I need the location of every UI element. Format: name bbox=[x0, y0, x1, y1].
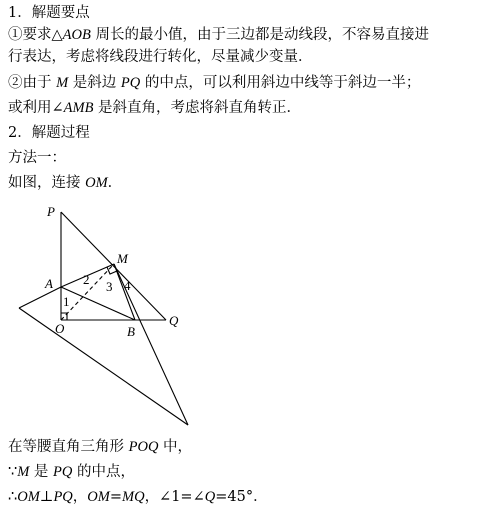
point-2-line-2 bbox=[8, 99, 301, 117]
conclusion-line-2 bbox=[8, 463, 135, 481]
text-span: ②由于 bbox=[8, 75, 57, 91]
because-symbol: ∵ bbox=[8, 464, 18, 480]
math-var: PQ bbox=[120, 75, 141, 91]
geometry-figure bbox=[0, 196, 220, 436]
text-span: 行表达，考虑将线段进行转化，尽量减少变量． bbox=[8, 49, 313, 65]
heading-text: 2．解题过程 bbox=[8, 125, 90, 141]
math-var: PQ bbox=[53, 489, 73, 505]
section-heading-key-points bbox=[8, 4, 90, 22]
math-var: POQ bbox=[128, 439, 159, 455]
text-span: 的中点， bbox=[72, 464, 135, 480]
label-Q: Q bbox=[169, 313, 179, 328]
math-var: PQ bbox=[53, 464, 73, 480]
text-span: 在等腰直角三角形 bbox=[8, 439, 129, 455]
text-span: 中， bbox=[158, 439, 193, 455]
label-P: P bbox=[47, 204, 55, 219]
angle-label-3: 3 bbox=[106, 279, 113, 294]
text-span: 是 bbox=[29, 464, 54, 480]
label-M: M bbox=[117, 251, 128, 266]
point-1-line-2 bbox=[8, 48, 313, 66]
math-var: M bbox=[56, 75, 69, 91]
conclusion-line-3 bbox=[8, 488, 268, 506]
math-var: OM bbox=[87, 489, 110, 505]
text-span: 是斜边 bbox=[68, 75, 121, 91]
text-span: 或利用∠ bbox=[8, 100, 64, 116]
text-span: =45°． bbox=[215, 489, 268, 505]
method-title bbox=[8, 149, 66, 167]
text-span: 方法一： bbox=[8, 150, 66, 166]
text-span: 的中点，可以利用斜边中线等于斜边一半； bbox=[140, 75, 421, 91]
point-1-line-1 bbox=[8, 26, 429, 44]
heading-text: 1．解题要点 bbox=[8, 5, 90, 21]
angle-label-1: 1 bbox=[63, 294, 70, 309]
text-span: = bbox=[109, 489, 122, 505]
label-A: A bbox=[45, 276, 53, 291]
math-var: AOB bbox=[62, 27, 91, 43]
label-O: O bbox=[55, 321, 65, 336]
math-var: M bbox=[17, 464, 30, 480]
text-span: 如图，连接 bbox=[8, 175, 86, 191]
segment-lower-left bbox=[19, 308, 188, 425]
connect-line bbox=[8, 174, 122, 192]
label-B: B bbox=[127, 324, 135, 339]
text-span: 周长的最小值，由于三边都是动线段，不容易直接进 bbox=[90, 27, 429, 43]
angle-label-4: 4 bbox=[124, 278, 131, 293]
segment-left-extension bbox=[19, 287, 61, 308]
text-span: ①要求△ bbox=[8, 27, 63, 43]
math-var: AMB bbox=[63, 100, 94, 116]
math-var: OM bbox=[85, 175, 108, 191]
angle-label-2: 2 bbox=[83, 272, 90, 287]
text-span: ，∠1=∠ bbox=[144, 489, 205, 505]
math-var: MQ bbox=[122, 489, 145, 505]
point-2-line-1 bbox=[8, 74, 420, 92]
perpendicular-symbol: ⊥ bbox=[39, 489, 54, 505]
conclusion-line-1 bbox=[8, 438, 192, 456]
text-span: ． bbox=[107, 175, 123, 191]
therefore-symbol: ∴ bbox=[8, 489, 18, 505]
math-var: Q bbox=[204, 489, 216, 505]
math-var: OM bbox=[17, 489, 40, 505]
section-heading-solution-process bbox=[8, 124, 90, 142]
text-span: ， bbox=[72, 489, 88, 505]
text-span: 是斜直角，考虑将斜直角转正． bbox=[93, 100, 302, 116]
